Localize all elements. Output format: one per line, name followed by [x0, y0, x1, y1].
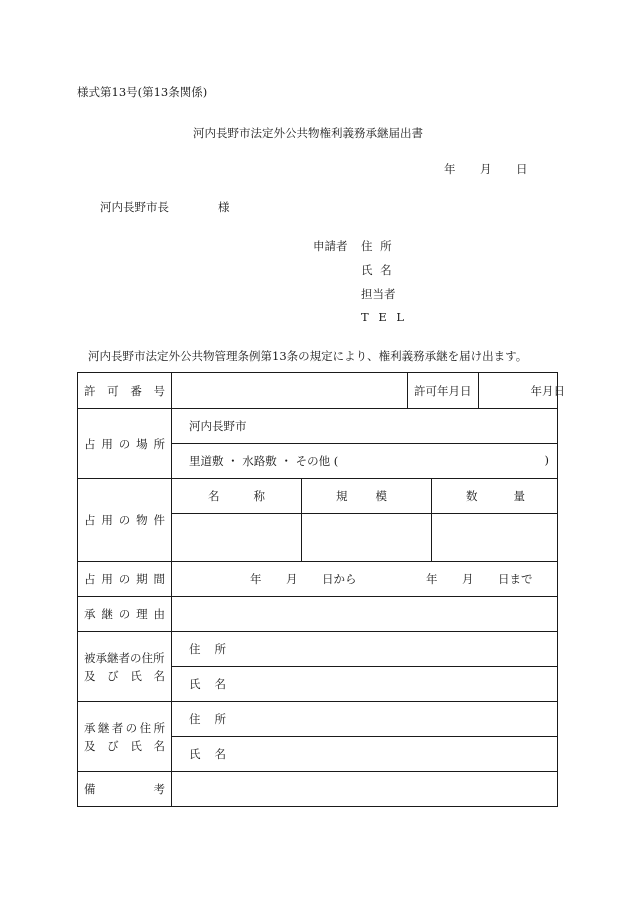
remarks-row	[78, 772, 558, 807]
location-type-options: 里道敷 ・ 水路敷 ・ その他 (	[189, 454, 339, 468]
predecessor-label: 被承継者の住所 及 び 氏 名	[78, 632, 172, 702]
date-day-label: 日	[516, 162, 528, 176]
object-scale-field[interactable]	[302, 514, 432, 562]
object-quantity-field[interactable]	[432, 514, 558, 562]
object-name-field[interactable]	[172, 514, 302, 562]
statement-text: 河内長野市法定外公共物管理条例第13条の規定により、権利義務承継を届け出ます。	[88, 349, 528, 363]
period-row	[78, 562, 558, 597]
object-header-row	[78, 479, 558, 514]
form-number: 様式第13号(第13条関係)	[77, 85, 208, 99]
permit-date-label: 許 可 年 月 日	[408, 373, 479, 408]
predecessor-address-field[interactable]: 住 所	[172, 632, 558, 667]
remarks-field[interactable]	[172, 772, 558, 807]
form-title: 河内長野市法定外公共物権利義務承継届出書	[193, 126, 423, 140]
permit-row	[78, 373, 558, 409]
period-label: 占 用 の 期 間	[78, 562, 172, 597]
applicant-tel-label: T E L	[361, 310, 405, 324]
applicant-address-label: 住 所	[361, 239, 392, 253]
location-row-city	[78, 409, 558, 444]
location-type-close: )	[544, 453, 549, 467]
reason-field[interactable]	[172, 597, 558, 632]
applicant-label: 申請者	[313, 239, 348, 253]
predecessor-address-row	[78, 632, 558, 667]
applicant-name-label: 氏 名	[361, 263, 392, 277]
permit-number-label: 許 可 番 号	[78, 373, 172, 409]
successor-address-row	[78, 702, 558, 737]
object-quantity-header: 数 量	[432, 479, 558, 514]
object-label: 占 用 の 物 件	[78, 479, 172, 562]
successor-label: 承 継 者 の 住 所 及 び 氏 名	[78, 702, 172, 772]
honorific: 様	[218, 200, 230, 214]
object-scale-header: 規 模	[302, 479, 432, 514]
location-label: 占 用 の 場 所	[78, 409, 172, 479]
successor-name-field[interactable]: 氏 名	[172, 737, 558, 772]
location-type-field[interactable]	[172, 444, 558, 479]
predecessor-name-field[interactable]: 氏 名	[172, 667, 558, 702]
applicant-contact-label: 担当者	[361, 287, 396, 301]
date-year-label: 年	[444, 162, 456, 176]
reason-label: 承 継 の 理 由	[78, 597, 172, 632]
object-name-header: 名 称	[172, 479, 302, 514]
permit-number-field[interactable]	[172, 373, 408, 409]
application-form-table	[77, 372, 565, 807]
period-field[interactable]: 年 月 日から 年 月 日まで	[172, 562, 558, 597]
reason-row	[78, 597, 558, 632]
remarks-label: 備 考	[78, 772, 172, 807]
date-month-label: 月	[480, 162, 492, 176]
successor-address-field[interactable]: 住 所	[172, 702, 558, 737]
location-city-field[interactable]: 河内長野市	[172, 409, 558, 444]
addressee: 河内長野市長	[100, 200, 169, 214]
permit-date-group	[408, 373, 565, 409]
permit-date-field[interactable]: 年 月 日	[530, 383, 565, 398]
